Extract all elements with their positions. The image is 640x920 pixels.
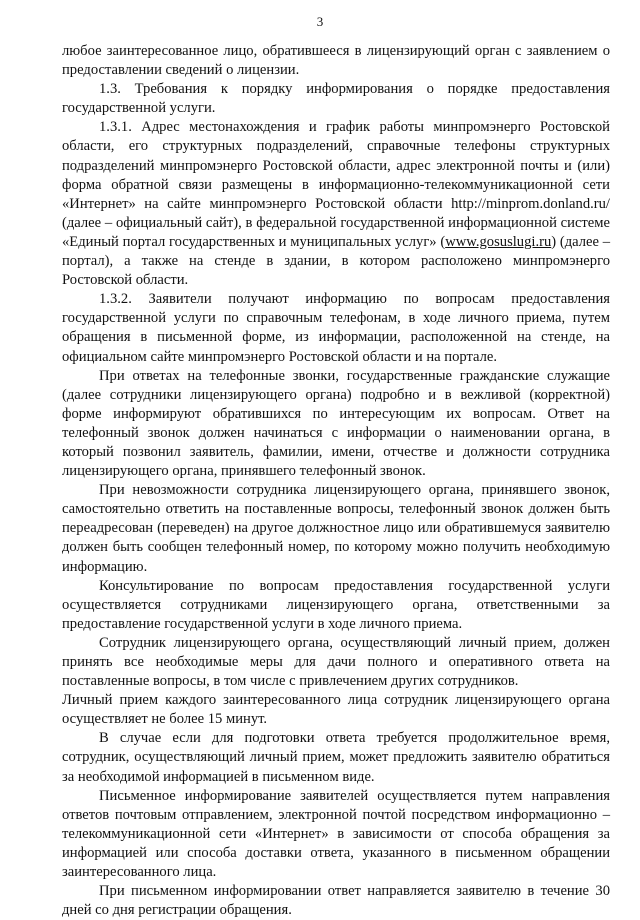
paragraph-text: ) (далее – портал), а также на стенде в здании, в котором расположено минпромэнерго Ростовской области. — [62, 233, 610, 289]
paragraph-p8 — [62, 691, 610, 729]
paragraph-text: Письменное информирование заявителей осуществляется путем направления ответов почтовым отправлением, электронной почтой посредством информационно – телекоммуникационной сети «Интернет» в зависимости от способа обращения за информацией или способа доставки ответа, указанного в письменном обращении заинтересованного лица. — [62, 787, 610, 881]
paragraph-p3 — [62, 290, 610, 366]
paragraph-text: Личный прием каждого заинтересованного лица сотрудник лицензирующего органа осуществляет не более 15 минут. — [62, 692, 610, 728]
paragraph-text: 1.3.1. Адрес местонахождения и график работы минпромэнерго Ростовской области, его структурных подразделений, справочные телефоны структурных подразделений минпромэнерго Ростовской области, адрес электронной почты и (или) форма обратной связи размещены в информационно-телекоммуникационной сети «Интернет» на сайте минпромэнерго Ростовской области http://minprom.donland.ru/ (далее – официальный сайт), в федеральной государственной информационной системе «Единый портал государственных и муниципальных услуг» ( — [62, 119, 610, 250]
paragraph-p10 — [62, 787, 610, 882]
paragraph-p11 — [62, 882, 610, 920]
paragraph-p1 — [62, 80, 610, 118]
paragraph-p9 — [62, 729, 610, 786]
paragraph-text: 1.3.2. Заявители получают информацию по вопросам предоставления государственной услуги по справочным телефонам, в ходе личного приема, путем обращения в письменной форме, из информации, расположенной на стенде, на официальном сайте минпромэнерго Ростовской области и на портале. — [62, 291, 610, 365]
gosuslugi-link[interactable]: www.gosuslugi.ru — [445, 233, 552, 250]
paragraph-p4 — [62, 367, 610, 482]
paragraph-p2 — [62, 118, 610, 290]
paragraph-text: Консультирование по вопросам предоставления государственной услуги осуществляется сотрудниками лицензирующего органа, ответственными за предоставление государственной услуги в ходе личного приема. — [62, 577, 610, 632]
paragraph-text: 1.3. Требования к порядку информирования о порядке предоставления государственной услуги. — [62, 81, 610, 117]
document-body — [62, 42, 610, 920]
paragraph-text: В случае если для подготовки ответа требуется продолжительное время, сотрудник, осуществляющий личный прием, может предложить заявителю обратиться за необходимой информацией в письменном виде. — [62, 730, 610, 785]
page-number: 3 — [316, 14, 324, 29]
paragraph-text: При ответах на телефонные звонки, государственные гражданские служащие (далее сотрудники лицензирующего органа) подробно и в вежливой (корректной) форме информируют обратившихся по интересующим их вопросам. Ответ на телефонный звонок должен начинаться с информации о наименовании органа, в который позвонил заявитель, фамилии, имени, отчестве и должности сотрудника лицензирующего органа, принявшего телефонный звонок. — [62, 367, 610, 480]
paragraph-p0 — [62, 42, 610, 80]
paragraph-text: любое заинтересованное лицо, обратившееся в лицензирующий орган с заявлением о предоставлении сведений о лицензии. — [62, 43, 610, 79]
paragraph-p5 — [62, 481, 610, 576]
paragraph-p7 — [62, 634, 610, 691]
paragraph-text: При письменном информировании ответ направляется заявителю в течение 30 дней со дня регистрации обращения. — [62, 883, 610, 919]
paragraph-text: Сотрудник лицензирующего органа, осуществляющий личный прием, должен принять все необходимые меры для дачи полного и оперативного ответа на поставленные вопросы, в том числе с привлечением других сотрудников. — [62, 634, 610, 690]
paragraph-text: При невозможности сотрудника лицензирующего органа, принявшего звонок, самостоятельно ответить на поставленные вопросы, телефонный звонок должен быть переадресован (переведен) на другое должностное лицо или обратившемуся заявителю должен быть сообщен телефонный номер, по которому можно получить необходимую информацию. — [62, 482, 610, 575]
paragraph-p6 — [62, 577, 610, 634]
